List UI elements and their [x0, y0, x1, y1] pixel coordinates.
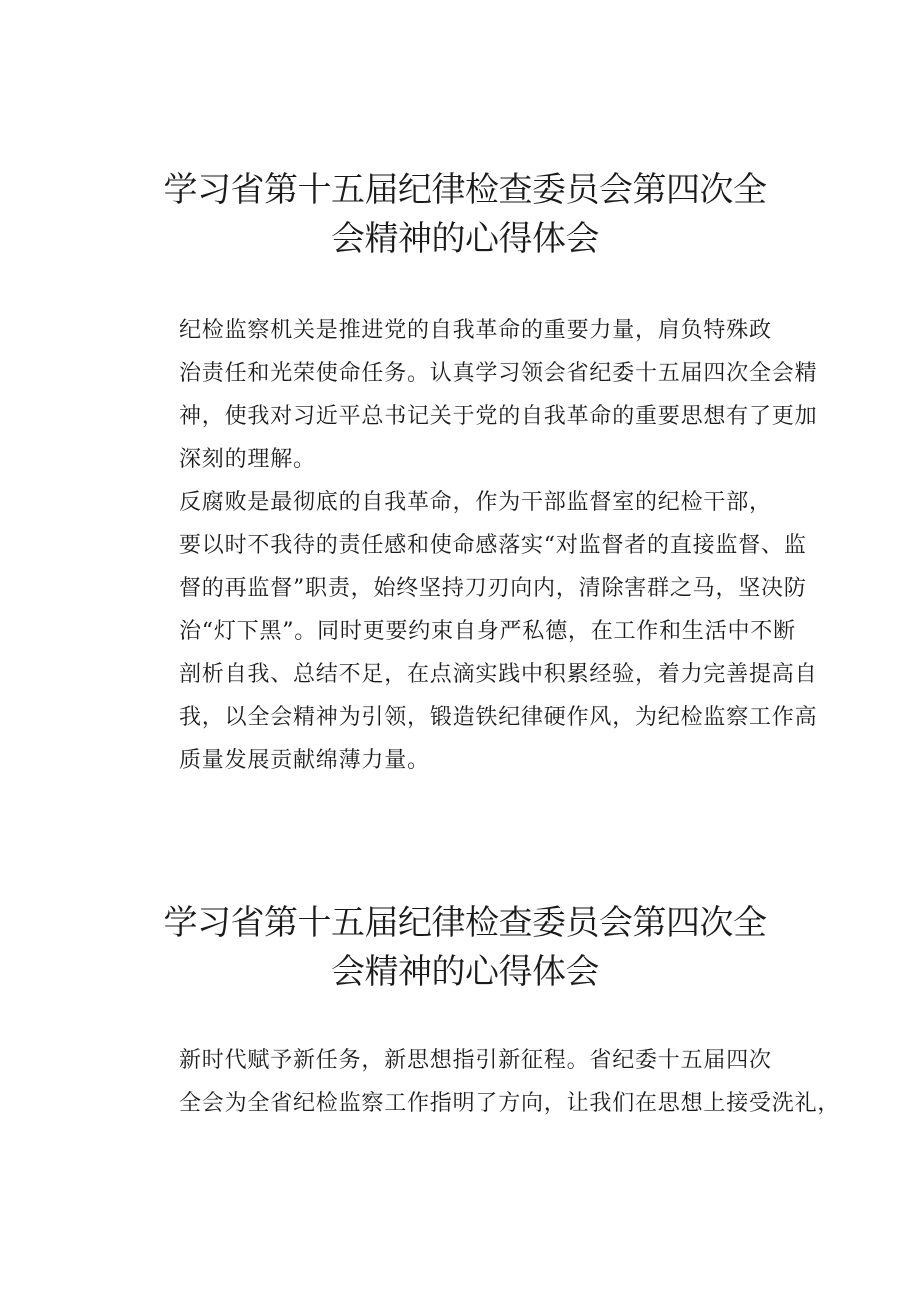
text-line: 反腐败是最彻底的自我革命，作为干部监督室的纪检干部，: [179, 490, 772, 515]
paragraph: [135, 309, 818, 481]
paragraph: [135, 1039, 841, 1125]
text-line: 我，以全会精神为引领，锻造铁纪律硬作风，为纪检监察工作高: [179, 705, 818, 730]
article-body: [135, 309, 818, 782]
text-line: 神，使我对习近平总书记关于党的自我革命的重要思想有了更加: [179, 404, 818, 429]
text-line: 全会为全省纪检监察工作指明了方向，让我们在思想上接受洗礼，: [179, 1091, 841, 1116]
text-line: 质量发展贡献绵薄力量。: [179, 748, 430, 773]
text-line: 治责任和光荣使命任务。认真学习领会省纪委十五届四次全会精: [179, 361, 818, 386]
text-line: 纪检监察机关是推进党的自我革命的重要力量，肩负特殊政: [179, 318, 772, 343]
title-line: 学习省第十五届纪律检查委员会第四次全: [163, 903, 767, 943]
text-line: 新时代赋予新任务，新思想指引新征程。省纪委十五届四次: [179, 1048, 772, 1073]
article-title: [135, 899, 795, 997]
article-section-1: [135, 166, 818, 782]
title-line: 会精神的心得体会: [331, 952, 599, 992]
text-line: 督的再监督”职责，始终坚持刀刃向内，清除害群之马，坚决防: [179, 576, 807, 601]
title-line: 会精神的心得体会: [331, 219, 599, 259]
article-body: [135, 1039, 841, 1125]
text-line: 治“灯下黑”。同时更要约束自身严私德，在工作和生活中不断: [179, 619, 796, 644]
title-line: 学习省第十五届纪律检查委员会第四次全: [163, 170, 767, 210]
paragraph: [135, 481, 818, 782]
article-title: [135, 166, 795, 264]
text-line: 要以时不我待的责任感和使命感落实“对监督者的直接监督、监: [179, 533, 807, 558]
text-line: 深刻的理解。: [179, 447, 316, 472]
text-line: 剖析自我、总结不足，在点滴实践中积累经验，着力完善提高自: [179, 662, 818, 687]
article-section-2: [135, 899, 841, 1125]
